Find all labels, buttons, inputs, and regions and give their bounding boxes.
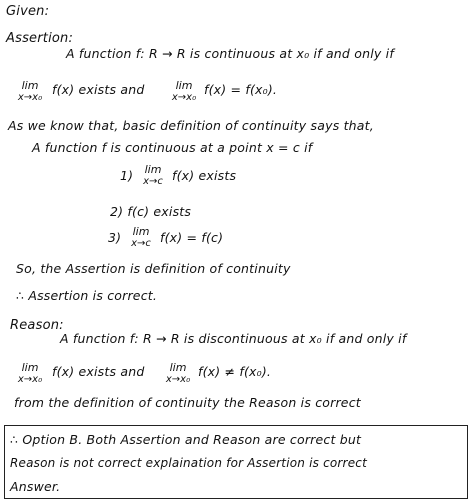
limit-operator: lim <box>169 361 187 374</box>
condition-1-limit <box>138 164 168 188</box>
limit-operator: lim <box>175 79 193 92</box>
definition-intro: As we know that, basic definition of continuity says that, <box>8 118 374 133</box>
reason-condition-2: f(x) ≠ f(x₀). <box>198 364 272 379</box>
condition-1-text: f(x) exists <box>172 168 237 183</box>
assertion-conclusion: ∴ Assertion is correct. <box>16 288 158 303</box>
limit-operator: lim <box>21 79 39 92</box>
limit-subscript: x→c <box>143 176 163 187</box>
limit-operator: lim <box>132 225 150 238</box>
limit-operator: lim <box>144 163 162 176</box>
assertion-condition-2: f(x) = f(x₀). <box>204 82 278 97</box>
reason-conclusion: from the definition of continuity the Reason is correct <box>14 395 361 410</box>
reason-statement: A function f: R → R is discontinuous at x₀ if and only if <box>60 331 407 346</box>
condition-2: 2) f(c) exists <box>110 204 192 219</box>
assertion-statement: A function f: R → R is continuous at x₀ if and only if <box>66 46 394 61</box>
limit-subscript: x→x₀ <box>165 374 191 385</box>
answer-line-2: Reason is not correct explaination for Assertion is correct <box>10 456 367 470</box>
assertion-limit-1 <box>12 80 48 104</box>
reason-condition-1: f(x) exists and <box>52 364 145 379</box>
reason-limit-1 <box>12 362 48 386</box>
assertion-limit-2 <box>166 80 202 104</box>
condition-3-text: f(x) = f(c) <box>160 230 224 245</box>
condition-3-number: 3) <box>108 230 122 245</box>
limit-subscript: x→c <box>131 238 151 249</box>
given-heading: Given: <box>6 4 50 19</box>
so-statement: So, the Assertion is definition of continuity <box>16 261 291 276</box>
definition-statement: A function f is continuous at a point x = c if <box>32 140 313 155</box>
condition-1-number: 1) <box>120 168 134 183</box>
reason-heading: Reason: <box>10 318 64 333</box>
limit-subscript: x→x₀ <box>17 92 43 103</box>
limit-operator: lim <box>21 361 39 374</box>
limit-subscript: x→x₀ <box>171 92 197 103</box>
answer-line-1: ∴ Option B. Both Assertion and Reason are correct but <box>10 432 362 447</box>
condition-3-limit <box>126 226 156 250</box>
answer-line-3: Answer. <box>10 479 61 494</box>
assertion-condition-1: f(x) exists and <box>52 82 145 97</box>
reason-limit-2 <box>160 362 196 386</box>
limit-subscript: x→x₀ <box>17 374 43 385</box>
assertion-heading: Assertion: <box>6 31 74 46</box>
